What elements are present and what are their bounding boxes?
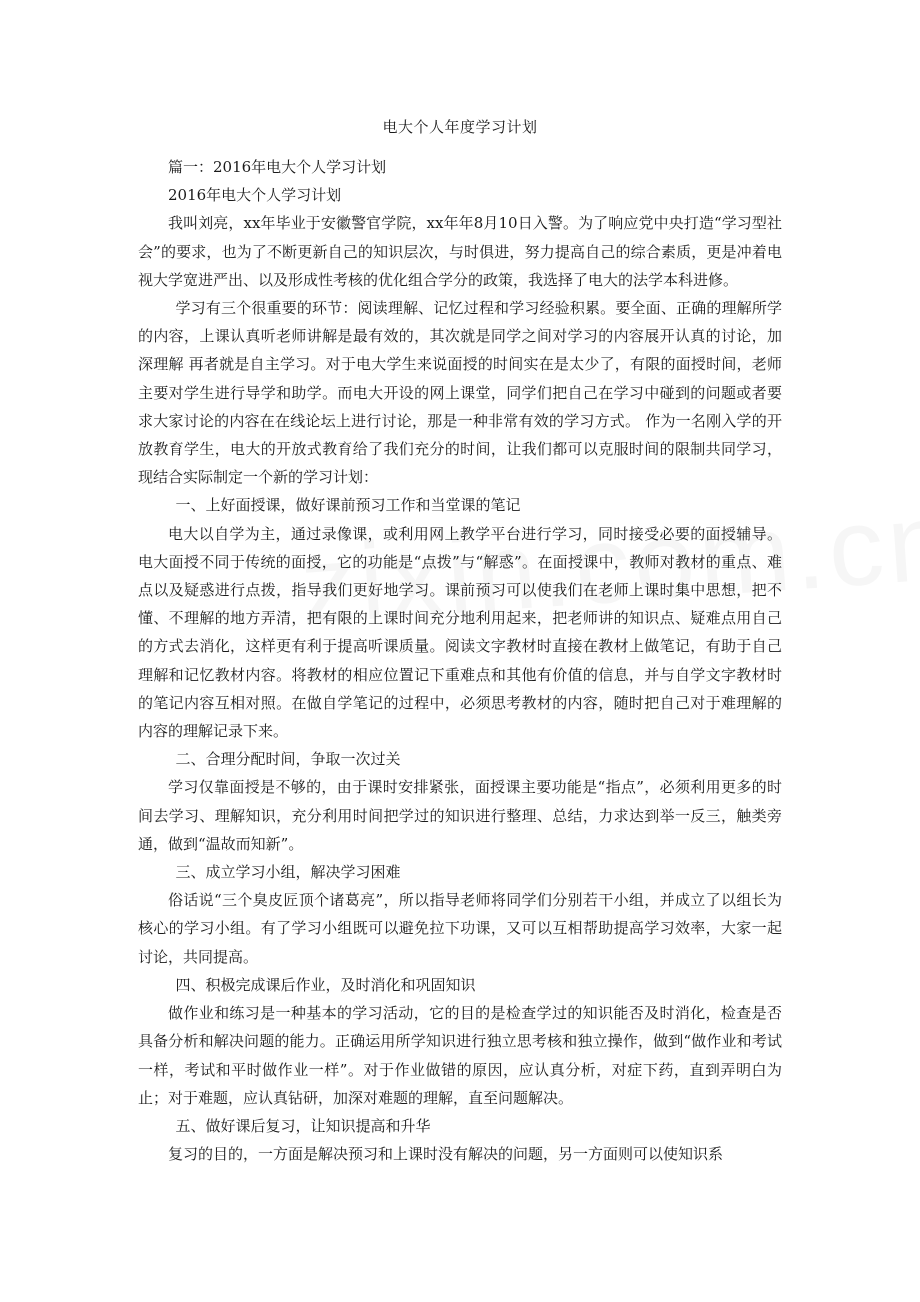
subtitle: 2016年电大个人学习计划	[168, 186, 342, 205]
section-heading: 一、上好面授课，做好课前预习工作和当堂课的笔记	[175, 496, 521, 515]
body-paragraph: 复习的目的，一方面是解决预习和上课时没有解决的问题，另一方面则可以使知识系	[168, 1145, 724, 1164]
body-paragraph: 俗话说“三个臭皮匠顶个诸葛亮”，所以指导老师将同学们分别若干小组，并成立了以组长为核心的学习小组。有了学习小组既可以避免拉下功课，又可以互相帮助提高学习效率，大家一起讨论，共同提高。	[138, 891, 782, 966]
section-heading: 三、成立学习小组，解决学习困难	[175, 863, 401, 882]
body-paragraph: 电大以自学为主，通过录像课，或利用网上教学平台进行学习，同时接受必要的面授辅导。电大面授不同于传统的面授，它的功能是“点拨”与“解惑”。在面授课中，教师对教材的重点、难点以及疑惑进行点拨，指导我们更好地学习。课前预习可以使我们在老师上课时集中思想，把不懂、不理解的地方弄清，把有限的上课时间充分地利用起来，把老师讲的知识点、疑难点用自己的方式去消化，这样更有利于提高听课质量。阅读文字教材时直接在教材上做笔记，有助于自己理解和记忆教材内容。将教材的相应位置记下重难点和其他有价值的信息，并与自学文字教材时的笔记内容互相对照。在做自学笔记的过程中，必须思考教材的内容，随时把自己对于难理解的内容的理解记录下来。	[138, 524, 782, 741]
section-heading: 五、做好课后复习，让知识提高和升华	[175, 1116, 431, 1135]
body-paragraph: 学习仅靠面授是不够的，由于课时安排紧张，面授课主要功能是“指点”，必须利用更多的时间去学习、理解知识，充分利用时间把学过的知识进行整理、总结，力求达到举一反三，触类旁通，做到“温故而知新”。	[138, 778, 782, 853]
section-heading: 篇一：2016年电大个人学习计划	[168, 158, 387, 176]
body-paragraph: 我叫刘亮，xx年毕业于安徽警官学院，xx年年8月10日入警。为了响应党中央打造“学习型社会”的要求，也为了不断更新自己的知识层次，与时俱进，努力提高自己的综合素质，更是冲着电视大学宽进严出、以及形成性考核的优化组合学分的政策，我选择了电大的法学本科进修。	[138, 214, 782, 289]
body-paragraph: 做作业和练习是一种基本的学习活动，它的目的是检查学过的知识能否及时消化，检查是否具备分析和解决问题的能力。正确运用所学知识进行独立思考核和独立操作，做到“做作业和考试一样，考试和平时做作业一样”。对于作业做错的原因，应认真分析，对症下药，直到弄明白为止；对于难题，应认真钻研，加深对难题的理解，直至问题解决。	[138, 1004, 782, 1107]
section-heading: 二、合理分配时间，争取一次过关	[175, 750, 401, 769]
body-paragraph: 学习有三个很重要的环节：阅读理解、记忆过程和学习经验积累。要全面、正确的理解所学的内容，上课认真听老师讲解是最有效的，其次就是同学之间对学习的内容展开认真的讨论，加深理解 再者就是自主学习。对于电大学生来说面授的时间实在是太少了，有限的面授时间，老师主要对学生进行导学和助学。而电大开设的网上课堂，同学们把自己在学习中碰到的问题或者要求大家讨论的内容在在线论坛上进行讨论，那是一种非常有效的学习方式。 作为一名刚入学的开放教育学生，电大的开放式教育给了我们充分的时间，让我们都可以克服时间的限制共同学习，现结合实际制定一个新的学习计划：	[138, 299, 782, 487]
document-title: 电大个人年度学习计划	[382, 118, 538, 136]
document-page	[138, 0, 782, 1168]
section-heading: 四、积极完成课后作业，及时消化和巩固知识	[175, 975, 476, 994]
